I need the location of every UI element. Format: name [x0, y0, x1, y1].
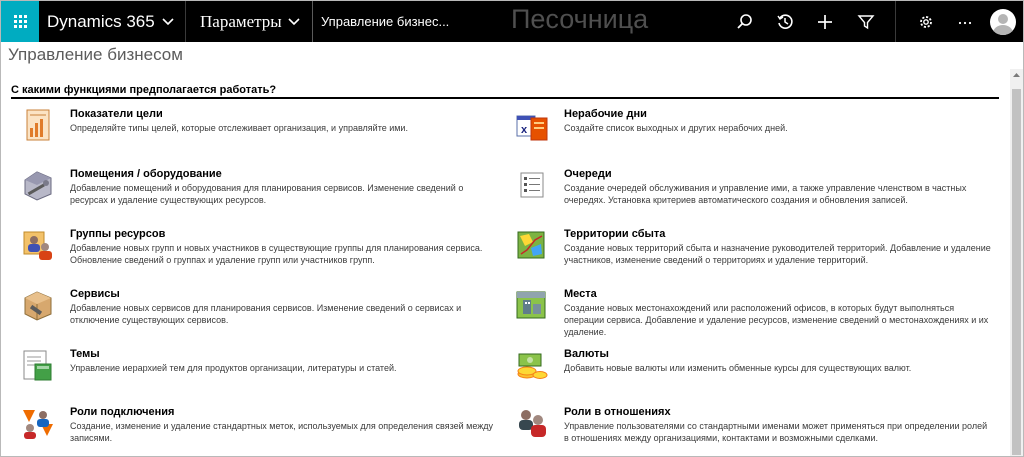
- svg-text:x: x: [521, 124, 528, 136]
- caret-up-icon: [1012, 71, 1021, 80]
- subjects-icon: [21, 348, 55, 382]
- sales-territories-icon: [515, 228, 549, 262]
- item-title[interactable]: Роли подключения: [70, 406, 175, 418]
- item-title[interactable]: Территории сбыта: [564, 228, 666, 240]
- top-navbar: [1, 1, 1024, 42]
- vertical-scrollbar[interactable]: [1010, 69, 1023, 457]
- item-description: Добавить новые валюты или изменить обменные курсы для существующих валют.: [564, 363, 912, 373]
- brand-title[interactable]: Dynamics 365: [47, 12, 155, 31]
- item-description: Добавление новых сервисов для планирования сервисов. Изменение сведений о сервисах и отключение существующих сервисов.: [70, 303, 462, 325]
- queues-icon: [515, 168, 549, 202]
- search-icon: [736, 13, 754, 31]
- waffle-icon: [14, 15, 27, 28]
- page-title: Управление бизнесом: [8, 45, 183, 64]
- section-heading: С какими функциями предполагается работать?: [11, 84, 999, 99]
- item-title[interactable]: Роли в отношениях: [564, 406, 671, 418]
- item-title[interactable]: Нерабочие дни: [564, 108, 647, 120]
- item-title[interactable]: Показатели цели: [70, 108, 163, 120]
- sites-icon: [515, 288, 549, 322]
- settings-button[interactable]: [906, 1, 946, 42]
- create-button[interactable]: [805, 1, 845, 42]
- item-title[interactable]: Сервисы: [70, 288, 120, 300]
- scroll-thumb[interactable]: [1012, 89, 1021, 455]
- item-description: Создание очередей обслуживания и управление ими, а также управление членством в частных очередях. Установка критериев автоматического создания и обновления записей.: [564, 183, 967, 205]
- plus-icon: [816, 13, 834, 31]
- breadcrumb[interactable]: Управление бизнес...: [312, 1, 511, 42]
- item-description: Управление иерархией тем для продуктов организации, литературы и статей.: [70, 363, 397, 373]
- item-title[interactable]: Места: [564, 288, 597, 300]
- currencies-icon: [515, 348, 549, 382]
- chevron-down-icon[interactable]: [287, 14, 301, 28]
- resource-groups-icon: [21, 228, 55, 262]
- recent-button[interactable]: [765, 1, 805, 42]
- item-title[interactable]: Помещения / оборудование: [70, 168, 222, 180]
- goal-metrics-icon: [21, 108, 55, 142]
- filter-icon: [857, 13, 875, 31]
- facilities-equipment-icon: [21, 168, 55, 202]
- ellipsis-icon: [956, 13, 974, 31]
- app-launcher-button[interactable]: [1, 1, 39, 42]
- user-avatar[interactable]: [990, 9, 1016, 35]
- services-icon: [21, 288, 55, 322]
- search-button[interactable]: [725, 1, 765, 42]
- connection-roles-icon: [21, 406, 55, 440]
- filter-button[interactable]: [846, 1, 886, 42]
- item-title[interactable]: Темы: [70, 348, 100, 360]
- item-title[interactable]: Валюты: [564, 348, 609, 360]
- item-description: Создание новых территорий сбыта и назначение руководителей территорий. Добавление и удаление участников, изменение сведений о территориях и удаление территорий.: [564, 243, 991, 265]
- relationship-roles-icon: [515, 406, 549, 440]
- chevron-down-icon[interactable]: [161, 14, 175, 28]
- holiday-calendar-icon: [515, 108, 549, 142]
- divider: [185, 1, 186, 42]
- item-description: Управление пользователями со стандартными именами может применяться при определении ролей в отношениях между организациями, контактами и возможными сделками.: [564, 421, 988, 443]
- environment-watermark: Песочница: [511, 4, 649, 34]
- divider: [895, 1, 896, 42]
- history-icon: [776, 13, 794, 31]
- item-description: Создание новых местонахождений или расположений офисов, в которых будут выполняться операции сервиса. Добавление и удаление ресурсов, изменение сведений о местонахождениях и их удаление.: [564, 303, 989, 337]
- item-description: Создайте список выходных и других нерабочих дней.: [564, 123, 788, 133]
- more-button[interactable]: [945, 1, 985, 42]
- scroll-up-button[interactable]: [1010, 69, 1023, 82]
- item-description: Добавление помещений и оборудования для планирования сервисов. Изменение сведений о ресурсах и удаление существующих ресурсов.: [70, 183, 464, 205]
- item-title[interactable]: Очереди: [564, 168, 612, 180]
- gear-icon: [917, 13, 935, 31]
- item-description: Добавление новых групп и новых участников в существующие группы для планирования сервиса. Обновление сведений о группах и удаление групп или участников групп.: [70, 243, 483, 265]
- item-description: Создание, изменение и удаление стандартных меток, используемых для определения связей между записями.: [70, 421, 494, 443]
- item-title[interactable]: Группы ресурсов: [70, 228, 166, 240]
- item-description: Определяйте типы целей, которые отслеживает организация, и управляйте ими.: [70, 123, 408, 133]
- area-selector[interactable]: Параметры: [200, 12, 282, 31]
